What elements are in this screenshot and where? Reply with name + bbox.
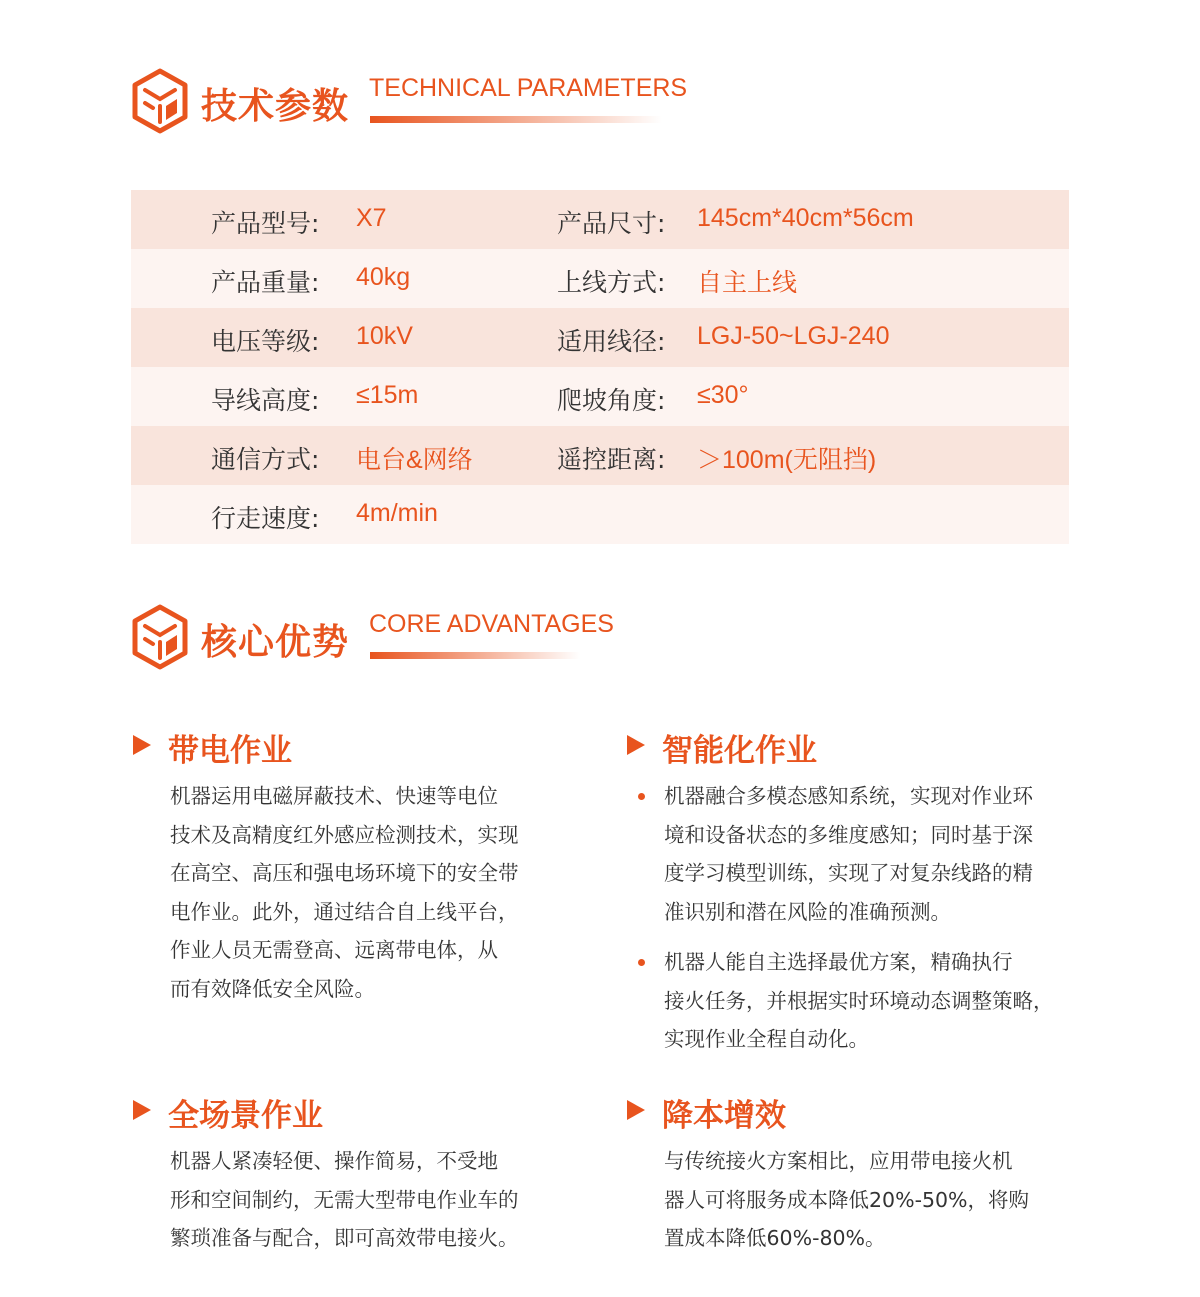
spec-row [131, 190, 1069, 249]
spec-label: 产品重量: [211, 268, 320, 297]
text-line: 接火任务，并根据实时环境动态调整策略， [664, 988, 1054, 1013]
spec-value: 40kg [356, 263, 411, 291]
text-line: 置成本降低60%-80%。 [664, 1226, 886, 1250]
feature-title: 带电作业 [168, 733, 292, 769]
text-line: 电作业。此外，通过结合自上线平台， [170, 899, 519, 924]
text-line: 境和设备状态的多维度感知；同时基于深 [664, 822, 1033, 847]
spec-label: 产品尺寸: [557, 209, 666, 238]
spec-label: 上线方式: [557, 268, 666, 297]
spec-value: LGJ-50~LGJ-240 [697, 322, 890, 350]
triangle-bullet-icon [627, 1100, 645, 1120]
bullet-dot-icon [638, 959, 645, 966]
feature-paragraph [170, 777, 519, 1008]
feature-text [664, 777, 1054, 1059]
spec-value: X7 [356, 204, 387, 232]
text-line: 与传统接火方案相比，应用带电接火机 [664, 1149, 1013, 1173]
text-line: 度学习模型训练，实现了对复杂线路的精 [664, 861, 1033, 885]
title-underline [370, 652, 580, 659]
feature-text [170, 777, 519, 1008]
cube-icon [131, 604, 189, 670]
spec-value: 自主上线 [697, 269, 798, 297]
text-line: 机器融合多模态感知系统，实现对作业环 [664, 784, 1033, 808]
text-line: 形和空间制约，无需大型带电作业车的 [170, 1187, 519, 1212]
text-line: 繁琐准备与配合，即可高效带电接火。 [170, 1226, 519, 1250]
spec-label: 爬坡角度: [557, 386, 666, 415]
feature-title: 降本增效 [662, 1098, 786, 1134]
feature-paragraph [664, 1142, 1029, 1258]
section-title: 技术参数 [201, 86, 350, 127]
feature-text [170, 1142, 519, 1258]
text-line: 而有效降低安全风险。 [170, 976, 375, 1001]
spec-label: 遥控距离: [557, 445, 666, 474]
spec-label: 电压等级: [211, 327, 320, 356]
text-line: 实现作业全程自动化。 [664, 1027, 869, 1051]
cube-icon [131, 68, 189, 134]
text-line: 机器运用电磁屏蔽技术、快速等电位 [170, 784, 498, 808]
feature-paragraph [170, 1142, 519, 1258]
feature-title: 智能化作业 [662, 733, 817, 769]
spec-value: ≤30° [697, 381, 749, 409]
title-underline [370, 116, 662, 123]
text-line: 机器人紧凑轻便、操作简易，不受地 [170, 1149, 498, 1173]
feature-title: 全场景作业 [168, 1098, 323, 1134]
spec-value: 145cm*40cm*56cm [697, 204, 914, 232]
spec-row [131, 308, 1069, 367]
spec-row [131, 426, 1069, 485]
spec-value: 4m/min [356, 499, 438, 527]
text-line: 机器人能自主选择最优方案，精确执行 [664, 950, 1013, 974]
feature-paragraph [664, 943, 1054, 1059]
spec-value: 10kV [356, 322, 413, 350]
spec-label: 通信方式: [211, 445, 320, 474]
triangle-bullet-icon [627, 735, 645, 755]
spec-row [131, 485, 1069, 544]
text-line: 技术及高精度红外感应检测技术，实现 [170, 822, 519, 847]
bullet-dot-icon [638, 793, 645, 800]
text-line: 在高空、高压和强电场环境下的安全带 [170, 861, 519, 885]
text-line: 准识别和潜在风险的准确预测。 [664, 899, 951, 924]
section-title: 核心优势 [201, 622, 350, 663]
section-subtitle: CORE ADVANTAGES [369, 610, 614, 638]
section-subtitle: TECHNICAL PARAMETERS [369, 74, 688, 102]
feature-paragraph [664, 777, 1054, 931]
spec-table [131, 190, 1069, 544]
spec-value: 电台&网络 [356, 446, 473, 474]
text-line: 作业人员无需登高、远离带电体，从 [170, 938, 498, 962]
spec-label: 导线高度: [211, 386, 320, 415]
spec-label: 适用线径: [557, 327, 666, 356]
spec-value: ≤15m [356, 381, 419, 409]
spec-row [131, 249, 1069, 308]
triangle-bullet-icon [133, 735, 151, 755]
spec-row [131, 367, 1069, 426]
spec-label: 行走速度: [211, 504, 320, 533]
triangle-bullet-icon [133, 1100, 151, 1120]
spec-label: 产品型号: [211, 209, 320, 238]
feature-text [664, 1142, 1029, 1258]
text-line: 器人可将服务成本降低20%-50%，将购 [664, 1187, 1030, 1212]
spec-value: ＞100m(无阻挡) [697, 446, 877, 474]
